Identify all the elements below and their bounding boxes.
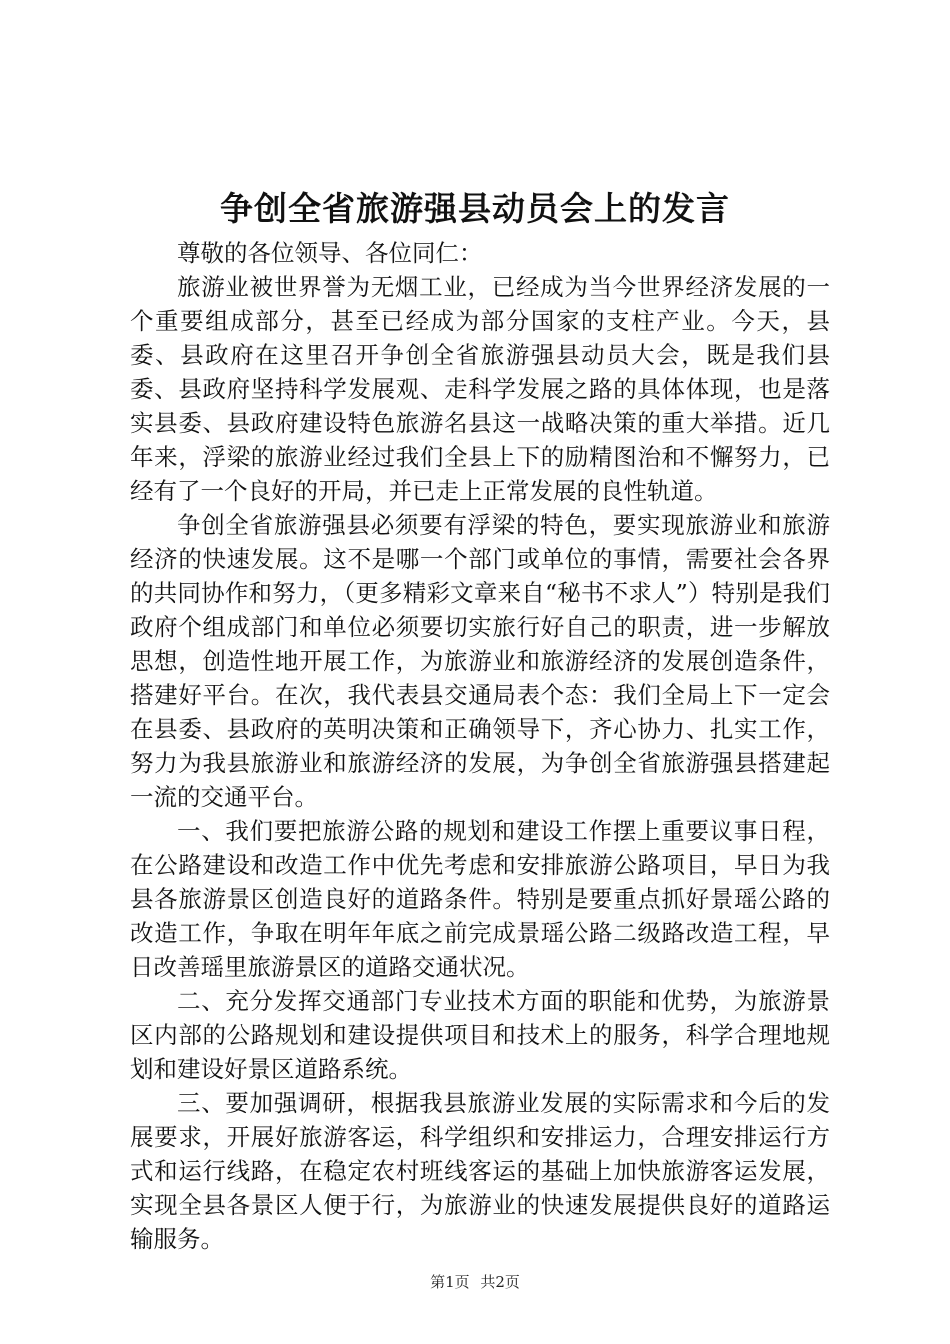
- body-paragraph: 争创全省旅游强县必须要有浮梁的特色，要实现旅游业和旅游经济的快速发展。这不是哪一个部门或单位的事情，需要社会各界的共同协作和努力，（更多精彩文章来自“秘书不求人”）特别是我们政府个组成部门和单位必须要切实旅行好自己的职责，进一步解放思想，创造性地开展工作，为旅游业和旅游经济的发展创造条件，搭建好平台。在次，我代表县交通局表个态：我们全局上下一定会在县委、县政府的英明决策和正确领导下，齐心协力、扎实工作，努力为我县旅游业和旅游经济的发展，为争创全省旅游强县搭建起一流的交通平台。: [130, 511, 830, 811]
- page-footer: [0, 1272, 950, 1292]
- page-number-total: 共2页: [480, 1273, 520, 1291]
- page-number-current: 第1页: [430, 1273, 470, 1291]
- body-paragraph: 三、要加强调研，根据我县旅游业发展的实际需求和今后的发展要求，开展好旅游客运，科学组织和安排运力，合理安排运行方式和运行线路，在稳定农村班线客运的基础上加快旅游客运发展，实现全县各景区人便于行，为旅游业的快速发展提供良好的道路运输服务。: [130, 1089, 830, 1253]
- document-body: [130, 236, 830, 1256]
- salutation-paragraph: 尊敬的各位领导、各位同仁：: [177, 239, 483, 267]
- body-paragraph: 一、我们要把旅游公路的规划和建设工作摆上重要议事日程，在公路建设和改造工作中优先考虑和安排旅游公路项目，早日为我县各旅游景区创造良好的道路条件。特别是要重点抓好景瑶公路的改造工作，争取在明年年底之前完成景瑶公路二级路改造工程，早日改善瑶里旅游景区的道路交通状况。: [130, 817, 830, 981]
- document-title: 争创全省旅游强县动员会上的发言: [220, 189, 730, 228]
- body-paragraph: 二、充分发挥交通部门专业技术方面的职能和优势，为旅游景区内部的公路规划和建设提供项目和技术上的服务，科学合理地规划和建设好景区道路系统。: [130, 987, 830, 1083]
- body-paragraph: 旅游业被世界誉为无烟工业，已经成为当今世界经济发展的一个重要组成部分，甚至已经成为部分国家的支柱产业。今天，县委、县政府在这里召开争创全省旅游强县动员大会，既是我们县委、县政府坚持科学发展观、走科学发展之路的具体体现，也是落实县委、县政府建设特色旅游名县这一战略决策的重大举措。近几年来，浮梁的旅游业经过我们全县上下的励精图治和不懈努力，已经有了一个良好的开局，并已走上正常发展的良性轨道。: [130, 273, 830, 505]
